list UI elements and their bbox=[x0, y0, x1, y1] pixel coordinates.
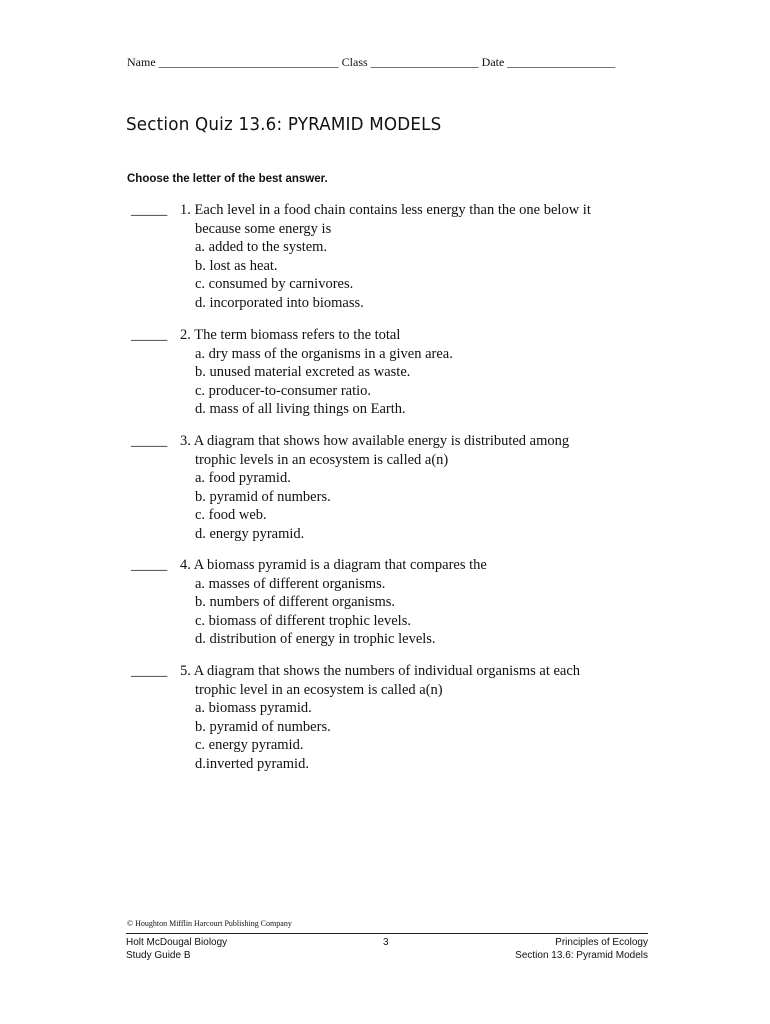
choice-d: d.inverted pyramid. bbox=[195, 755, 309, 772]
choice-d: d. incorporated into biomass. bbox=[195, 294, 364, 311]
question-stem-continued: because some energy is bbox=[195, 220, 332, 237]
choice-d: d. distribution of energy in trophic levels. bbox=[195, 631, 436, 647]
question-stem-continued: trophic levels in an ecosystem is called a(n) bbox=[195, 451, 449, 468]
answer-blank[interactable]: _____ bbox=[131, 557, 168, 573]
choice-a: a. dry mass of the organisms in a given area. bbox=[195, 345, 453, 362]
answer-blank[interactable]: _____ bbox=[131, 663, 168, 679]
question-stem-continued: trophic level in an ecosystem is called a(n) bbox=[195, 681, 443, 698]
answer-blank[interactable]: _____ bbox=[131, 202, 168, 218]
answer-blank[interactable]: _____ bbox=[131, 433, 168, 449]
answer-blank[interactable]: _____ bbox=[131, 327, 168, 343]
footer-book-info bbox=[126, 936, 227, 962]
footer-book-subtitle: Study Guide B bbox=[126, 950, 191, 961]
footer-section-info bbox=[515, 936, 648, 962]
question-stem: 5. A diagram that shows the numbers of individual organisms at each bbox=[180, 663, 581, 679]
choice-d: d. mass of all living things on Earth. bbox=[195, 401, 406, 417]
page-title: Section Quiz 13.6: PYRAMID MODELS bbox=[126, 114, 442, 135]
footer-divider bbox=[126, 933, 648, 934]
name-class-date-line: Name ______________________________ Class __________________ Date __________________ bbox=[127, 55, 616, 69]
copyright-notice: © Houghton Mifflin Harcourt Publishing Company bbox=[127, 919, 292, 928]
choice-b: b. numbers of different organisms. bbox=[195, 594, 396, 610]
choice-b: b. unused material excreted as waste. bbox=[195, 364, 411, 380]
choice-list bbox=[195, 469, 331, 543]
question-stem: 2. The term biomass refers to the total bbox=[180, 327, 401, 343]
choice-a: a. added to the system. bbox=[195, 239, 328, 255]
choice-c: c. biomass of different trophic levels. bbox=[195, 612, 411, 629]
footer-book-title: Holt McDougal Biology bbox=[126, 937, 228, 948]
choice-list bbox=[195, 345, 453, 419]
instructions: Choose the letter of the best answer. bbox=[127, 173, 328, 185]
choice-b: b. pyramid of numbers. bbox=[195, 718, 331, 735]
footer-section-title: Section 13.6: Pyramid Models bbox=[515, 950, 648, 961]
choice-c: c. food web. bbox=[195, 507, 267, 523]
choice-d: d. energy pyramid. bbox=[195, 525, 305, 542]
choice-a: a. biomass pyramid. bbox=[195, 700, 312, 716]
choice-a: a. masses of different organisms. bbox=[195, 575, 386, 592]
choice-list bbox=[195, 699, 331, 773]
footer-chapter-title: Principles of Ecology bbox=[555, 937, 648, 948]
question-stem: 4. A biomass pyramid is a diagram that compares the bbox=[180, 557, 487, 573]
question-stem: 1. Each level in a food chain contains less energy than the one below it bbox=[180, 202, 591, 218]
choice-c: c. energy pyramid. bbox=[195, 737, 304, 753]
choice-b: b. pyramid of numbers. bbox=[195, 488, 331, 505]
page-number: 3 bbox=[383, 937, 389, 948]
choice-c: c. producer-to-consumer ratio. bbox=[195, 382, 372, 399]
question-stem: 3. A diagram that shows how available energy is distributed among bbox=[180, 433, 570, 449]
choice-list bbox=[195, 238, 364, 312]
choice-a: a. food pyramid. bbox=[195, 470, 291, 486]
choice-c: c. consumed by carnivores. bbox=[195, 276, 354, 292]
choice-list bbox=[195, 575, 436, 649]
choice-b: b. lost as heat. bbox=[195, 257, 278, 274]
